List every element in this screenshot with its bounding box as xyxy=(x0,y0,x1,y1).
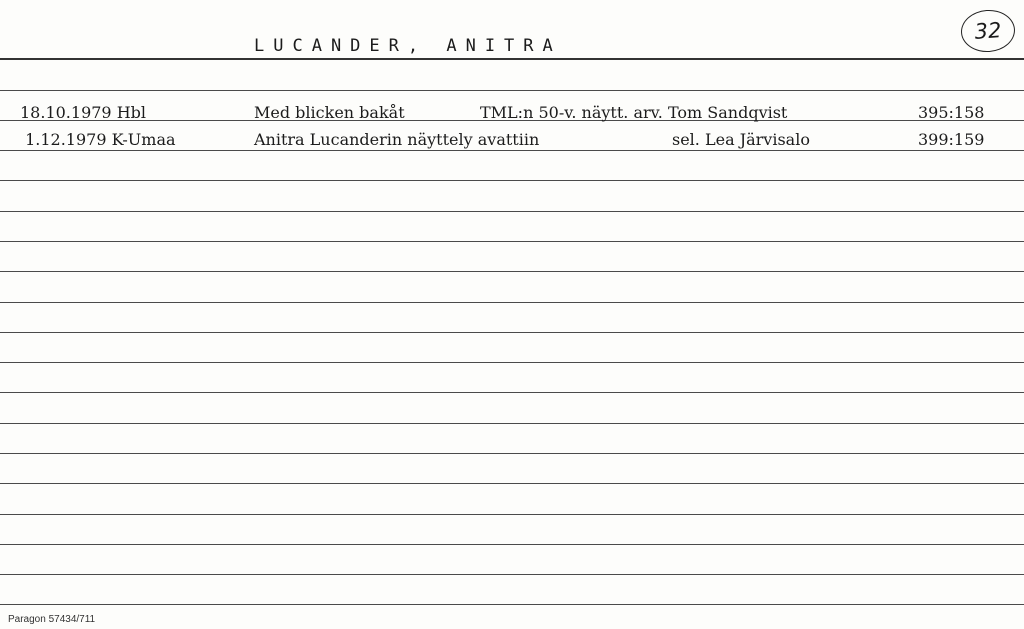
rule-line xyxy=(0,544,1024,545)
entry-note: sel. Lea Järvisalo xyxy=(672,130,810,149)
rule-line xyxy=(0,362,1024,363)
entry-title: Anitra Lucanderin näyttely avattiin xyxy=(254,130,540,149)
rule-line xyxy=(0,90,1024,91)
entry-ref: 399:159 xyxy=(918,130,985,149)
entry-title: Med blicken bakåt xyxy=(254,103,405,122)
rule-line xyxy=(0,604,1024,605)
rule-line xyxy=(0,150,1024,151)
entry-note: TML:n 50-v. näytt. arv. Tom Sandqvist xyxy=(480,103,788,122)
rule-line xyxy=(0,332,1024,333)
rule-line xyxy=(0,483,1024,484)
rule-line xyxy=(0,180,1024,181)
rule-line xyxy=(0,514,1024,515)
entry-date-source: 18.10.1979 Hbl xyxy=(20,103,147,122)
rule-line xyxy=(0,271,1024,272)
entry-ref: 395:158 xyxy=(918,103,985,122)
rule-line xyxy=(0,302,1024,303)
rule-line xyxy=(0,241,1024,242)
header-rule xyxy=(0,58,1024,60)
rule-line xyxy=(0,423,1024,424)
rule-line xyxy=(0,574,1024,575)
card-heading: LUCANDER, ANITRA xyxy=(254,36,562,56)
rule-line xyxy=(0,392,1024,393)
printer-footer: Paragon 57434/711 xyxy=(8,614,96,625)
rule-line xyxy=(0,211,1024,212)
rule-line xyxy=(0,453,1024,454)
entry-date-source: 1.12.1979 K-Umaa xyxy=(20,130,176,149)
card-number-circle: 32 xyxy=(960,8,1017,54)
